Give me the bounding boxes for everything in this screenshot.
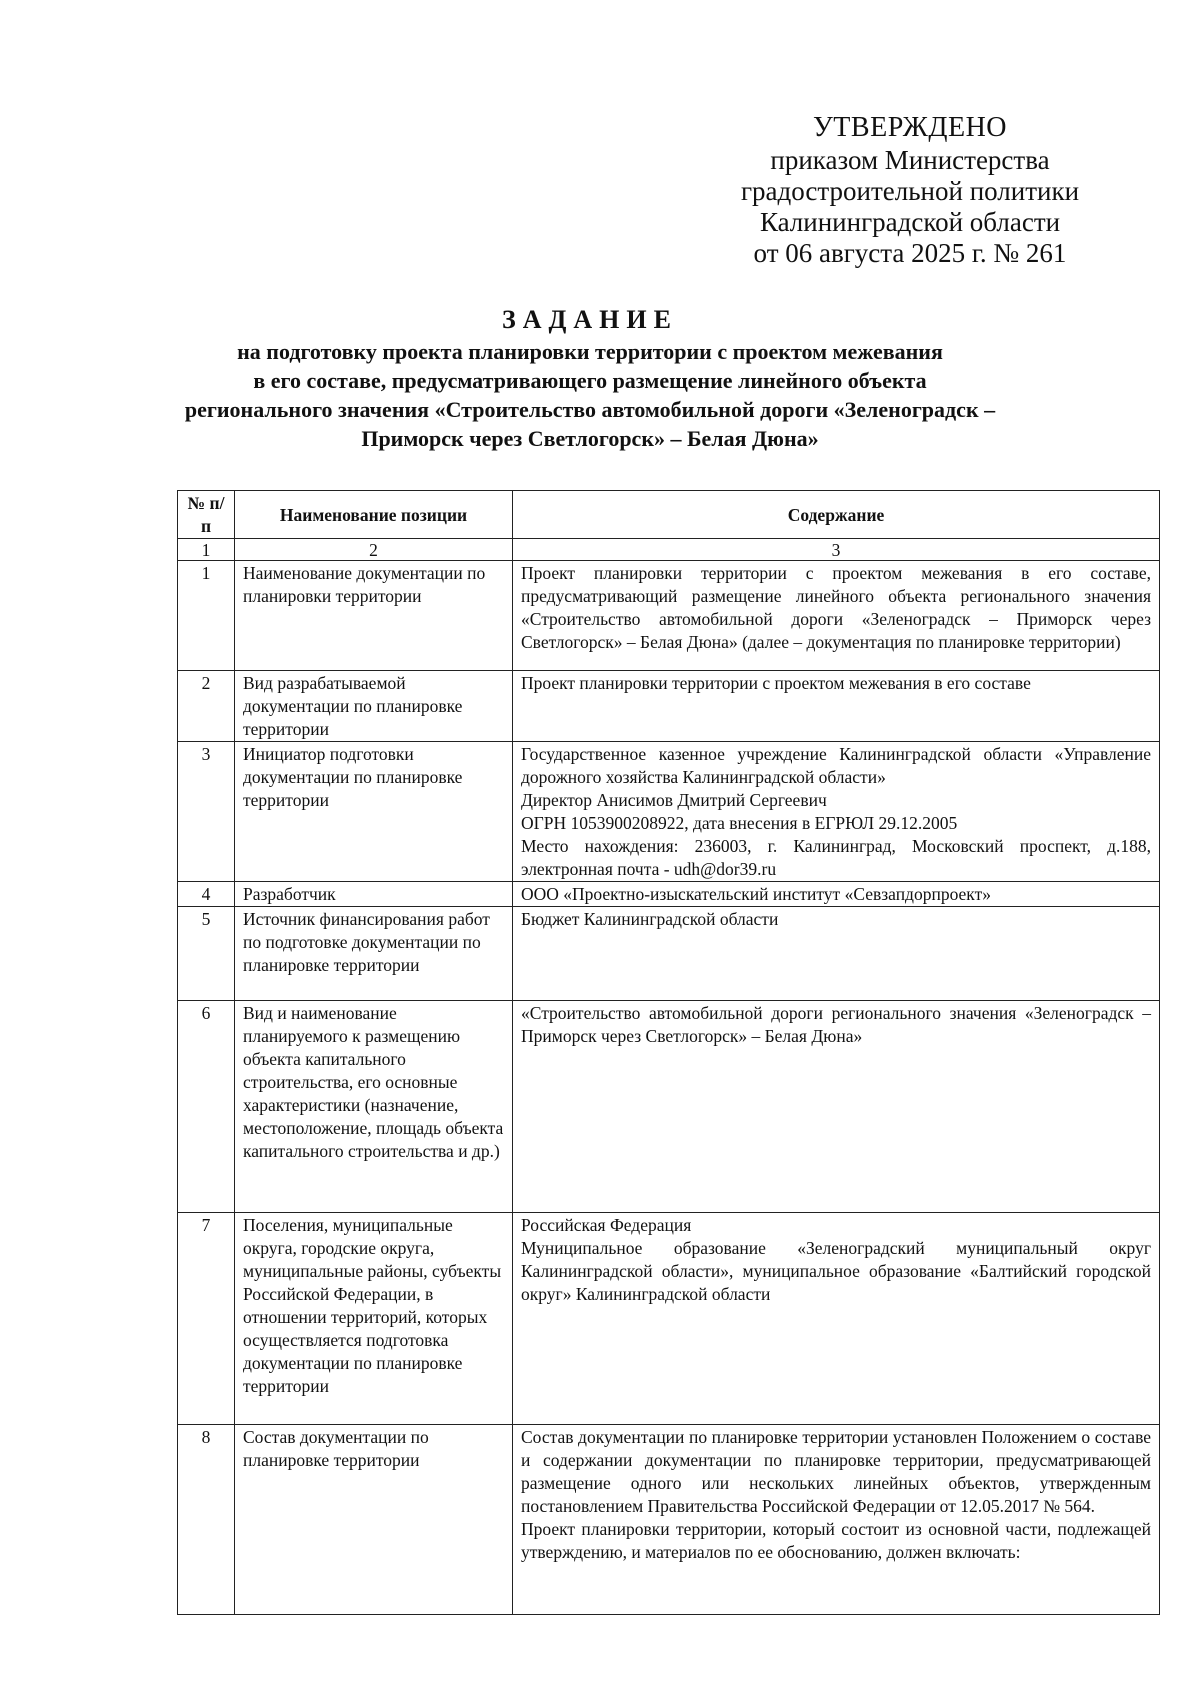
title-line: на подготовку проекта планировки территории с проектом межевания: [237, 339, 943, 364]
row-name: Поселения, муниципальные округа, городские округа, муниципальные районы, субъекты Российской Федерации, в отношении территорий, которых осуществляется подготовка документации по планировке территории: [235, 1213, 513, 1425]
row-name: Инициатор подготовки документации по планировке территории: [235, 742, 513, 882]
row-name: Состав документации по планировке территории: [235, 1425, 513, 1615]
row-number: 6: [178, 1001, 235, 1213]
table-row: [178, 742, 1160, 882]
content-paragraph: Проект планировки территории, который состоит из основной части, подлежащей утверждению, и материалов по ее обоснованию, должен включать:: [521, 1519, 1151, 1562]
approval-block: [700, 112, 1120, 269]
row-number: 1: [178, 561, 235, 671]
row-content: [513, 907, 1160, 1001]
row-name: Вид и наименование планируемого к размещению объекта капитального строительства, его основные характеристики (назначение, местоположение, площадь объекта капитального строительства и др.): [235, 1001, 513, 1213]
content-paragraph: ООО «Проектно-изыскательский институт «Севзапдорпроект»: [521, 884, 991, 904]
row-number: 3: [178, 742, 235, 882]
row-content: [513, 742, 1160, 882]
approval-line: градостроительной политики: [740, 176, 1080, 206]
header-content: Содержание: [513, 491, 1160, 539]
table-row: [178, 882, 1160, 907]
row-content: [513, 882, 1160, 907]
content-paragraph: Директор Анисимов Дмитрий Сергеевич: [521, 790, 827, 810]
header-number: № п/п: [178, 491, 235, 539]
content-paragraph: Муниципальное образование «Зеленоградский муниципальный округ Калининградской области», муниципальное образование «Балтийский городской округ» Калининградской области: [521, 1238, 1151, 1304]
table-row: [178, 1213, 1160, 1425]
row-number: 4: [178, 882, 235, 907]
column-index: 3: [513, 539, 1160, 561]
row-number: 5: [178, 907, 235, 1001]
row-number: 2: [178, 671, 235, 742]
title-line: Приморск через Светлогорск» – Белая Дюна»: [361, 426, 819, 451]
content-paragraph: Проект планировки территории с проектом межевания в его составе, предусматривающий размещение линейного объекта регионального значения «Строительство автомобильной дороги «Зеленоградск – Приморск через Светлогорск» – Белая Дюна» (далее – документация по планировке территории): [521, 563, 1151, 652]
table-row: [178, 561, 1160, 671]
row-content: [513, 1213, 1160, 1425]
table-row: [178, 671, 1160, 742]
task-table: [177, 490, 1160, 1615]
row-content: [513, 1425, 1160, 1615]
row-name: Источник финансирования работ по подготовке документации по планировке территории: [235, 907, 513, 1001]
table-row: [178, 1425, 1160, 1615]
row-content: [513, 1001, 1160, 1213]
table-header-row: [178, 491, 1160, 539]
title-line: в его составе, предусматривающего размещение линейного объекта: [253, 368, 927, 393]
approval-heading: УТВЕРЖДЕНО: [812, 112, 1008, 143]
table-row: [178, 907, 1160, 1001]
row-name: Разработчик: [235, 882, 513, 907]
header-position-name: Наименование позиции: [235, 491, 513, 539]
content-paragraph: Место нахождения: 236003, г. Калининград, Московский проспект, д.188, электронная почта - udh@dor39.ru: [521, 836, 1151, 879]
title-line: регионального значения «Строительство автомобильной дороги «Зеленоградск –: [184, 397, 996, 422]
column-index: 2: [235, 539, 513, 561]
row-content: [513, 561, 1160, 671]
title-word: ЗАДАНИЕ: [502, 305, 678, 334]
document-title: [150, 303, 1030, 453]
content-paragraph: ОГРН 1053900208922, дата внесения в ЕГРЮЛ 29.12.2005: [521, 813, 958, 833]
column-index-row: [178, 539, 1160, 561]
row-name: Вид разрабатываемой документации по планировке территории: [235, 671, 513, 742]
approval-date-line: от 06 августа 2025 г. № 261: [753, 238, 1067, 268]
column-index: 1: [178, 539, 235, 561]
content-paragraph: Бюджет Калининградской области: [521, 909, 779, 929]
approval-line: приказом Министерства: [770, 145, 1050, 175]
content-paragraph: Российская Федерация: [521, 1215, 692, 1235]
content-paragraph: «Строительство автомобильной дороги регионального значения «Зеленоградск – Приморск через Светлогорск» – Белая Дюна»: [521, 1003, 1151, 1046]
content-paragraph: Проект планировки территории с проектом межевания в его составе: [521, 673, 1031, 693]
approval-line: Калининградской области: [759, 207, 1061, 237]
row-content: [513, 671, 1160, 742]
content-paragraph: Государственное казенное учреждение Калининградской области «Управление дорожного хозяйства Калининградской области»: [521, 744, 1151, 787]
row-number: 8: [178, 1425, 235, 1615]
row-number: 7: [178, 1213, 235, 1425]
table-row: [178, 1001, 1160, 1213]
content-paragraph: Состав документации по планировке территории установлен Положением о составе и содержании документации по планировке территории, предусматривающей размещение одного или нескольких линейных объектов, утвержденным постановлением Правительства Российской Федерации от 12.05.2017 № 564.: [521, 1427, 1151, 1516]
row-name: Наименование документации по планировки территории: [235, 561, 513, 671]
